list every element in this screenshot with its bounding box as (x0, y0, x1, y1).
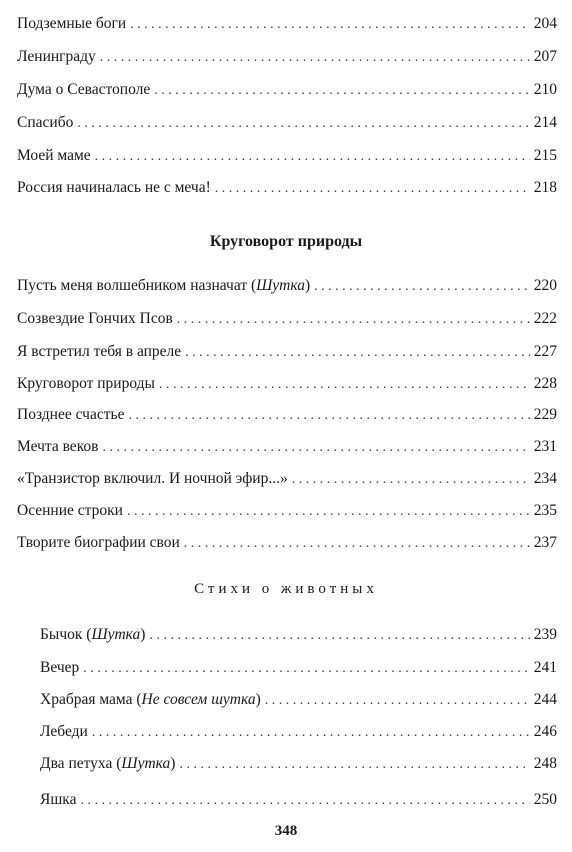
entry-note: Шутка (91, 626, 141, 643)
dot-leader (292, 470, 530, 490)
dot-leader (184, 534, 530, 554)
toc-entry (17, 469, 557, 490)
page-number: 235 (533, 502, 557, 519)
entry-title: Два петуха (Шутка) (40, 755, 176, 772)
dot-leader (80, 791, 529, 811)
entry-title: Яшка (40, 791, 77, 808)
page-number: 222 (533, 310, 557, 327)
toc-entry (17, 80, 557, 101)
toc-entry (40, 754, 557, 775)
toc-entry (17, 14, 557, 35)
entry-note: Шутка (256, 277, 305, 294)
entry-title: Творите биографии свои (17, 534, 180, 551)
dot-leader (95, 147, 530, 167)
page-number: 234 (533, 470, 557, 487)
toc-entry (17, 405, 557, 426)
page-number: 250 (533, 791, 557, 808)
entry-title: Лебеди (40, 723, 88, 740)
entry-title: Ленинграду (17, 48, 96, 65)
entry-title: Бычок (Шутка) (40, 626, 146, 643)
toc-entry (40, 658, 557, 679)
dot-leader (77, 114, 529, 134)
entry-title: Я встретил тебя в апреле (17, 343, 182, 360)
toc-entry (17, 342, 557, 363)
page-number: 246 (533, 723, 557, 740)
page-number: 220 (533, 277, 557, 294)
toc-entry (17, 533, 557, 554)
dot-leader (159, 375, 530, 395)
dot-leader (83, 659, 529, 679)
toc-entry (40, 722, 557, 743)
entry-title: Пусть меня волшебником назначат (Шутка) (17, 277, 311, 294)
entry-title: Мечта веков (17, 438, 99, 455)
dot-leader (130, 15, 530, 35)
dot-leader (185, 343, 530, 363)
dot-leader (92, 723, 530, 743)
toc-entry (17, 276, 557, 297)
page-number: 218 (533, 179, 557, 196)
entry-title: Подземные боги (17, 15, 127, 32)
dot-leader (177, 310, 530, 330)
entry-title: Осенние строки (17, 502, 123, 519)
toc-entry (40, 790, 557, 811)
toc-entry (17, 374, 557, 395)
dot-leader (103, 438, 530, 458)
entry-title: Круговорот природы (17, 375, 155, 392)
entry-title: Позднее счастье (17, 406, 125, 423)
section-heading: Стихи о животных (194, 581, 378, 597)
page-number: 207 (533, 48, 557, 65)
entry-title: Дума о Севастополе (17, 81, 151, 98)
dot-leader (179, 755, 529, 775)
toc-entry (17, 146, 557, 167)
dot-leader (215, 179, 530, 199)
page-number: 248 (533, 755, 557, 772)
page-folio: 348 (274, 823, 298, 839)
page-number: 204 (533, 15, 557, 32)
entry-note: Не совсем шутка (141, 691, 256, 708)
dot-leader (265, 691, 530, 711)
dot-leader (154, 81, 529, 101)
toc-entry (17, 113, 557, 134)
entry-title: «Транзистор включил. И ночной эфир...» (17, 470, 288, 487)
toc-entry (40, 625, 557, 646)
dot-leader (314, 277, 530, 297)
page-number: 237 (533, 534, 557, 551)
toc-entry (17, 437, 557, 458)
entry-title: Храбрая мама (Не совсем шутка) (40, 691, 261, 708)
page-number: 231 (533, 438, 557, 455)
toc-entry (40, 690, 557, 711)
entry-title: Моей маме (17, 147, 91, 164)
toc-entry (17, 47, 557, 68)
section-heading: Круговорот природы (209, 233, 363, 250)
toc-entry (17, 309, 557, 330)
page-number: 241 (533, 659, 557, 676)
dot-leader (128, 406, 529, 426)
entry-title: Вечер (40, 659, 80, 676)
page-number: 229 (533, 406, 557, 423)
toc-entry (17, 178, 557, 199)
page-number: 214 (533, 114, 557, 131)
page-number: 228 (533, 375, 557, 392)
dot-leader (149, 626, 529, 646)
toc-entry (17, 501, 557, 522)
page-number: 239 (533, 626, 557, 643)
entry-title: Спасибо (17, 114, 74, 131)
entry-title: Созвездие Гончих Псов (17, 310, 173, 327)
dot-leader (100, 48, 530, 68)
entry-title: Россия начиналась не с меча! (17, 179, 211, 196)
page-number: 210 (533, 81, 557, 98)
page-number: 227 (533, 343, 557, 360)
dot-leader (127, 502, 530, 522)
page-number: 244 (533, 691, 557, 708)
page-number: 215 (533, 147, 557, 164)
entry-note: Шутка (121, 755, 171, 772)
